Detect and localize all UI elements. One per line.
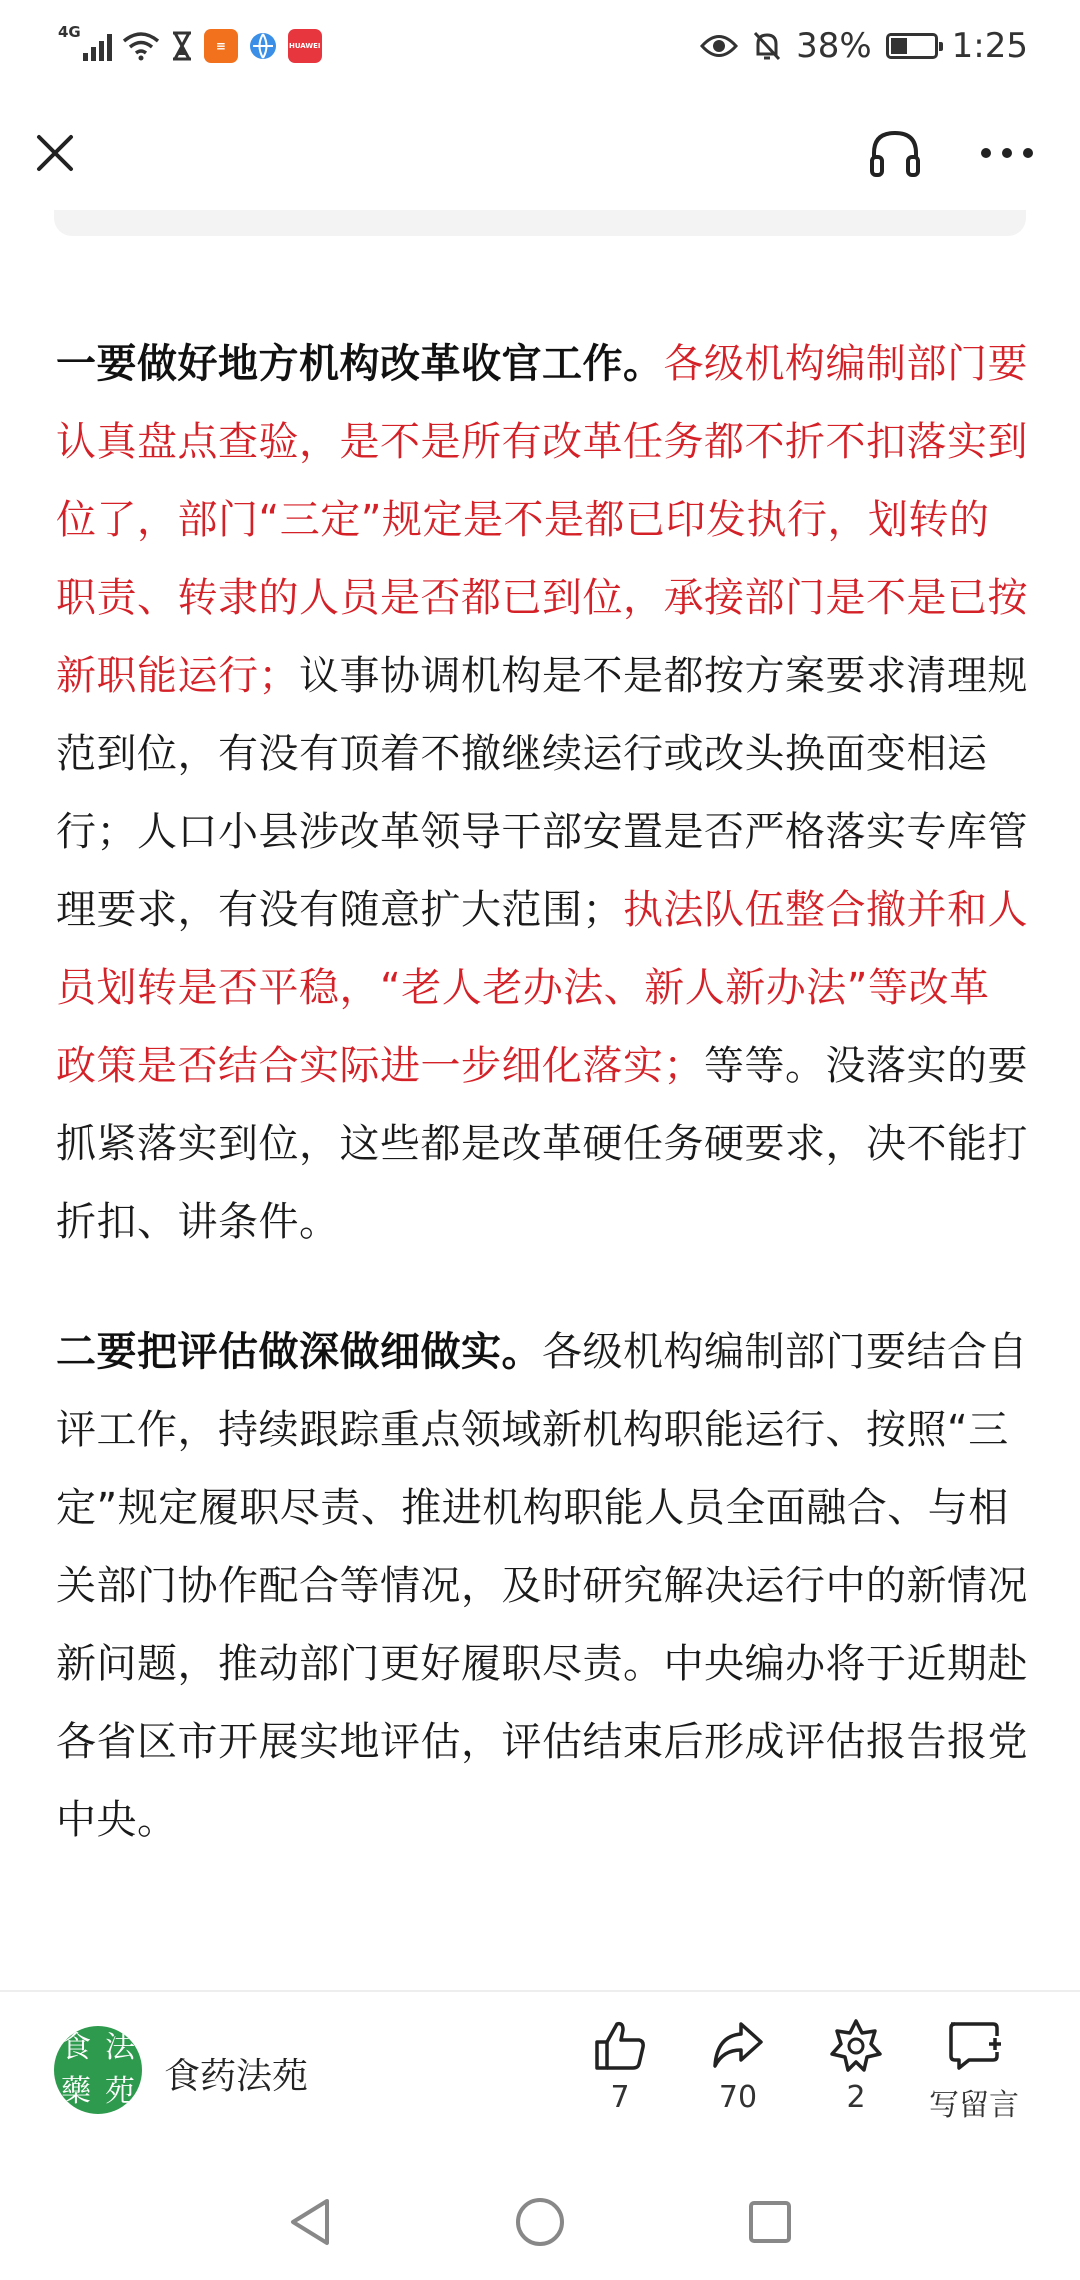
eye-icon [700,33,738,59]
more-icon [980,147,1034,159]
comment-icon [945,2018,1003,2072]
share-button[interactable] [678,2018,798,2115]
headphones-icon [868,127,922,179]
battery-icon [886,33,938,59]
share-icon [711,2018,765,2072]
paragraph-1-highlight-2: 执法队伍整合撤并和人员划转是否平稳，“老人老办法、新人新办法”等改革政策是否结合实际进一步细化落实； [56,887,1028,1089]
write-comment-button[interactable] [914,2018,1034,2124]
avatar-char: 藥 [61,2074,91,2109]
recents-square-icon [747,2199,793,2245]
paragraph-2-lead: 二要把评估做深做细做实。 [56,1329,542,1375]
article-bottom-bar [0,1992,1080,2152]
system-navigation-bar [0,2160,1080,2280]
account-name[interactable]: 食药法苑 [164,2056,309,2097]
paragraph-1-lead: 一要做好地方机构改革收官工作。 [56,341,664,387]
more-button[interactable] [972,118,1042,188]
share-count: 70 [718,2080,758,2115]
paragraph-1-text-1: 议事协调机构是不是都按方案要求清理规范到位，有没有顶着不撤继续运行或改头换面变相运行；人口小县涉改革领导干部安置是否严格落实专库管理要求，有没有随意扩大范围； [56,653,1028,933]
article-paragraph-1 [56,325,1028,1261]
clock: 1:25 [951,26,1028,66]
previous-card-edge [54,210,1026,236]
signal-icon [83,31,112,61]
write-comment-label: 写留言 [929,2088,1019,2123]
paragraph-2-text: 各级机构编制部门要结合自评工作，持续跟踪重点领域新机构职能运行、按照“三定”规定履职尽责、推进机构职能人员全面融合、与相关部门协作配合等情况，及时研究解决运行中的新情况新问题，推动部门更好履职尽责。中央编办将于近期赴各省区市开展实地评估，评估结束后形成评估报告报党中央。 [56,1329,1028,1843]
status-left [58,20,322,72]
account-avatar[interactable] [54,2026,142,2114]
avatar-char: 法 [105,2030,135,2065]
status-right [700,20,1028,72]
huawei-app-icon: HUAWEI [288,29,322,63]
app-notification-icon: ≡ [204,29,238,63]
favorite-count: 2 [846,2080,866,2115]
back-triangle-icon [287,2197,333,2247]
article-toolbar [0,92,1080,220]
close-icon [35,133,75,173]
like-count: 7 [610,2080,630,2115]
favorite-icon [829,2018,883,2072]
battery-percent: 38% [796,26,872,66]
avatar-char: 食 [61,2030,91,2065]
close-button[interactable] [22,120,88,186]
network-type: 4G [58,23,81,41]
recents-button[interactable] [740,2192,800,2252]
like-button[interactable] [560,2018,680,2115]
favorite-button[interactable] [796,2018,916,2115]
hourglass-icon [170,31,194,61]
listen-button[interactable] [860,118,930,188]
article-body [56,325,1028,1859]
home-button[interactable] [510,2192,570,2252]
paragraph-1-text-2: 等等。没落实的要抓紧落实到位，这些都是改革硬任务硬要求，决不能打折扣、讲条件。 [56,1043,1028,1245]
back-button[interactable] [280,2192,340,2252]
article-paragraph-2 [56,1313,1028,1859]
wifi-icon [122,31,160,61]
browser-icon [248,31,278,61]
home-circle-icon [514,2196,566,2248]
avatar-char: 苑 [105,2074,135,2109]
mute-bell-icon [752,30,782,62]
thumbs-up-icon [593,2018,647,2072]
status-bar [0,0,1080,92]
paragraph-1-highlight-1: 各级机构编制部门要认真盘点查验，是不是所有改革任务都不折不扣落实到位了，部门“三定”规定是不是都已印发执行，划转的职责、转隶的人员是否都已到位，承接部门是不是已按新职能运行； [56,341,1028,699]
